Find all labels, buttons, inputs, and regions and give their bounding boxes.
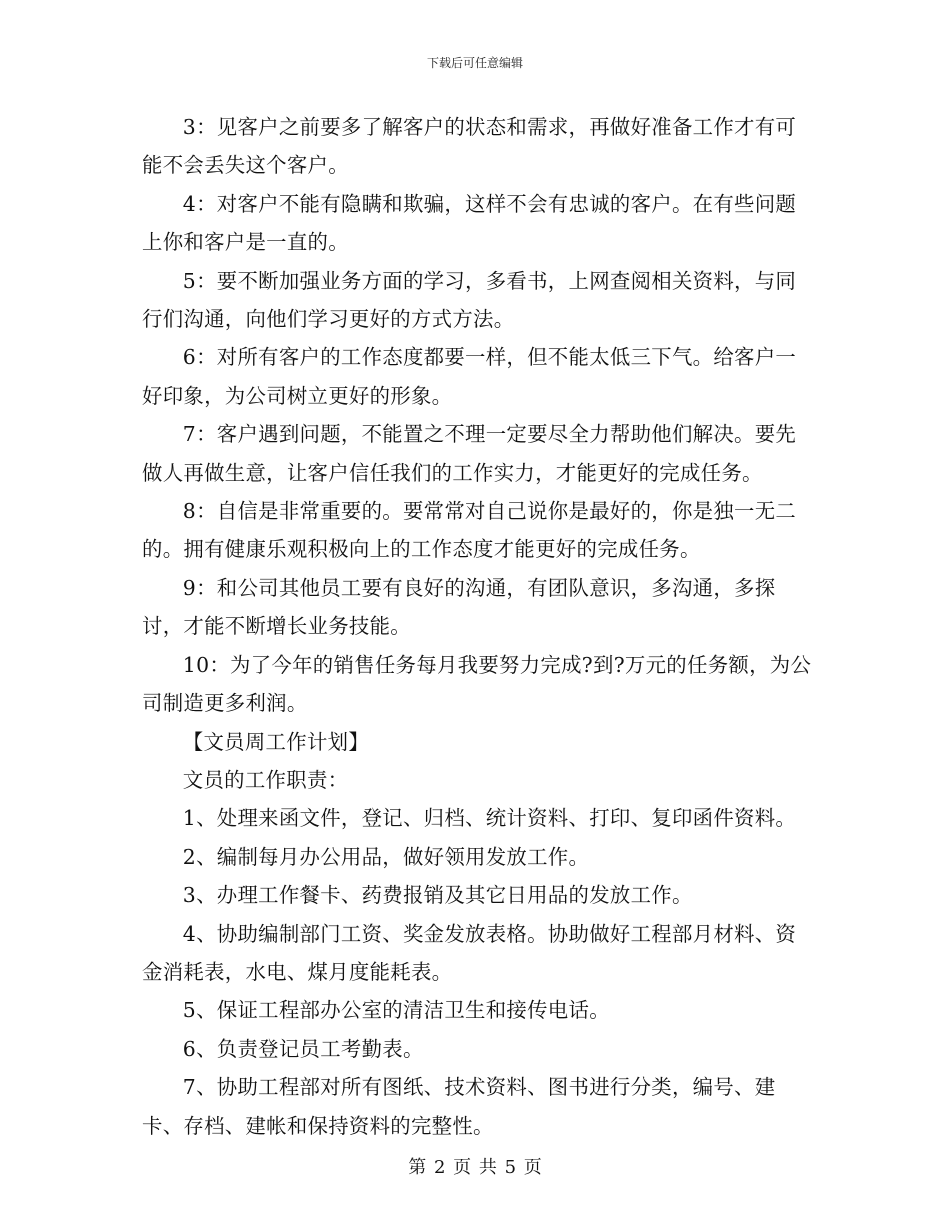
page-number: 第 2 页 共 5 页 (408, 1157, 542, 1178)
paragraph-item-10: 10：为了今年的销售任务每月我要努力完成?到?万元的任务额，为公司制造更多利润。 (142, 652, 812, 716)
duty-item-4: 4、协助编制部门工资、奖金发放表格。协助做好工程部月材料、资金消耗表，水电、煤月度能耗表。 (142, 921, 797, 984)
paragraph-item-7: 7：客户遇到问题，不能置之不理一定要尽全力帮助他们解决。要先做人再做生意，让客户信任我们的工作实力，才能更好的完成任务。 (142, 422, 797, 485)
paragraph-item-4: 4：对客户不能有隐瞒和欺骗，这样不会有忠诚的客户。在有些问题上你和客户是一直的。 (142, 191, 797, 255)
duty-item-7: 7、协助工程部对所有图纸、技术资料、图书进行分类，编号、建卡、存档、建帐和保持资料的完整性。 (142, 1075, 776, 1138)
duty-item-5: 5、保证工程部办公室的清洁卫生和接传电话。 (182, 998, 610, 1023)
duty-item-3: 3、办理工作餐卡、药费报销及其它日用品的发放工作。 (182, 883, 693, 908)
paragraph-item-3: 3：见客户之前要多了解客户的状态和需求，再做好准备工作才有可能不会丢失这个客户。 (142, 115, 797, 178)
document-body (142, 108, 814, 1145)
paragraph-item-6: 6：对所有客户的工作态度都要一样，但不能太低三下气。给客户一好印象，为公司树立更好的形象。 (142, 345, 797, 408)
paragraph-item-8: 8：自信是非常重要的。要常常对自己说你是最好的，你是独一无二的。拥有健康乐观积极向上的工作态度才能更好的完成任务。 (142, 499, 797, 562)
paragraph-item-9: 9：和公司其他员工要有良好的沟通，有团队意识，多沟通，多探讨，才能不断增长业务技能。 (142, 575, 776, 639)
paragraph-item-5: 5：要不断加强业务方面的学习，多看书，上网查阅相关资料，与同行们沟通，向他们学习更好的方式方法。 (142, 268, 797, 332)
duty-item-1: 1、处理来函文件，登记、归档、统计资料、打印、复印函件资料。 (182, 806, 797, 831)
section-subtitle: 文员的工作职责： (182, 767, 349, 792)
duty-item-6: 6、负责登记员工考勤表。 (182, 1036, 424, 1061)
page-header: 下载后可任意编辑 (426, 56, 523, 70)
section-title: 【文员周工作计划】 (182, 729, 370, 754)
duty-item-2: 2、编制每月办公用品，做好领用发放工作。 (182, 844, 590, 869)
